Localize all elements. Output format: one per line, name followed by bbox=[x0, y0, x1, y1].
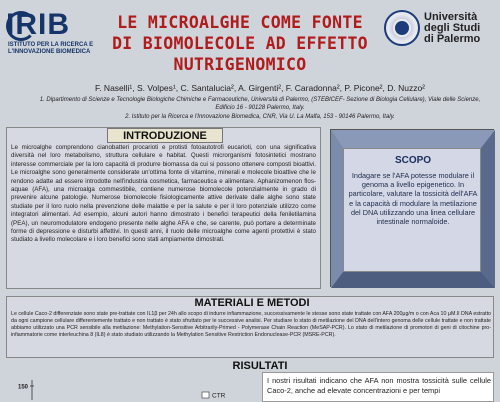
university-name: Università degli Studi di Palermo bbox=[424, 11, 481, 45]
scopo-heading: SCOPO bbox=[394, 155, 432, 166]
authors-line: F. Naselli¹, S. Volpes¹, C. Santalucia², A. Girgenti², F. Caradonna², P. Picone², D. Nuzzo² bbox=[94, 83, 426, 93]
poster-title: LE MICROALGHE COME FONTE DI BIOMOLECOLE AD EFFETTO NUTRIGENOMICO bbox=[112, 13, 368, 74]
legend-label-ctr: CTR bbox=[212, 392, 226, 400]
irib-logo-text: IRIB bbox=[6, 8, 70, 41]
metodi-heading: MATERIALI E METODI bbox=[194, 297, 310, 309]
results-chart bbox=[6, 372, 246, 400]
y-tick-label: 150 bbox=[17, 384, 28, 391]
unipa-logo bbox=[384, 10, 496, 52]
scopo-panel bbox=[343, 148, 481, 272]
affiliation-1: 1. Dipartimento di Scienze e Tecnologie Biologiche Chimiche e Farmaceutiche, Università di Palermo, (STEBICEF- Sezione di Biologia Cellulare), Viale delle Scienze, Edificio 16 - 90128 Palermo, Italy. bbox=[39, 97, 481, 111]
risultati-heading: RISULTATI bbox=[232, 360, 288, 372]
scopo-section bbox=[330, 129, 494, 287]
legend-swatch-ctr bbox=[202, 392, 209, 398]
introduzione-heading: INTRODUZIONE bbox=[107, 128, 223, 143]
risultati-text: I nostri risultati indicano che AFA non mostra tossicità sulle cellule Caco-2, anche ad elevate concentrazioni e per tempi bbox=[267, 376, 491, 395]
scopo-text: Indagare se l'AFA potesse modulare il genoma a livello epigenetico. In particolare, valutare la tossicità dell'AFA e la capacità di modulare la metilazione del DNA utilizzando una linea cellulare intestinale normaloide. bbox=[348, 171, 478, 227]
introduzione-section bbox=[6, 127, 321, 289]
irib-logo-subtitle: ISTITUTO PER LA RICERCA E L'INNOVAZIONE BIOMEDICA bbox=[8, 42, 94, 55]
irib-logo bbox=[6, 8, 98, 55]
risultati-textbox bbox=[262, 372, 494, 402]
poster-header bbox=[0, 0, 500, 88]
university-seal-icon bbox=[384, 10, 420, 46]
metodi-text: Le cellule Caco-2 differenziate sono state pre-trattate con IL1β per 24h allo scopo di indurre infiammazione, successivamente le stesse sono state trattate con AFA 200µg/m o con Aca 10 µM.Il DNA estratto da ogni campione cellulare differentemente trattato e non trattato è stato sfruttato per le successive analisi. Per studiare lo stato di metilazione del DNA dell'intero genoma delle cellule trattate e non trattate abbiamo utilizzato una PCR sensibile alla metilazione: Methylation-Sensitive Arbitrarily-Primed - Polymerase Chain Reaction (MeSAP-PCR). Lo stato di metilazione di promotori di geni di citochine pro-infiammatorie come interleuchina 8 (IL8) è stato studiato utilizzando la Methylation Sensitive Restriction Endonuclease-PCR (MSRE-PCR). bbox=[11, 311, 491, 338]
affiliation-2: 2. Istituto per la Ricerca e l'Innovazione Biomedica, CNR, Via U. La Malfa, 153 - 90146 Palermo, Italy. bbox=[125, 114, 395, 120]
metodi-section bbox=[6, 296, 494, 358]
introduzione-text: Le microalghe comprendono cianobatteri procarioti e protisti fotoautotrofi eucarioti, con una significativa diversità nel loro metabolismo, struttura cellulare e habitat. Questi microrganismi fotosintetici mostrano interesse commerciale per la loro capacità di produrre biomassa da cui si possono ottenere composti bioattivi. Le microalghe sono generalmente considerate un'ottima fonte di vitamine, minerali e molecole bioattive che le rendono adatte ad essere introdotte nell'industria cosmetica, farmaceutica e alimentare. Aphanizomenon flos-aquae (AFA), una microalga commestibile, contiene numerose biomolecole potenzialmente in grado di prevenire alcune patologie. Numerose biomolecole fisiologicamente attive derivate dalle alghe sono state studiate per il loro ruolo nella prevenzione delle malattie e per la salute e per il loro potenziale utilizzo come integratori alimentari. Ad esempio, alcuni autori hanno dimostrato i benefici terapeutici della feniletilamina (PEA), un neuromodulatore endogeno presente nelle alghe AFA e che, se carente, può portare a determinate forme di depressione e disturbi affettivi. In questi anni, il ruolo delle microalghe come agenti protettivi è stato studiato a livello molecolare e i loro benefici sono stati ampiamente dimostrati. bbox=[11, 144, 316, 244]
